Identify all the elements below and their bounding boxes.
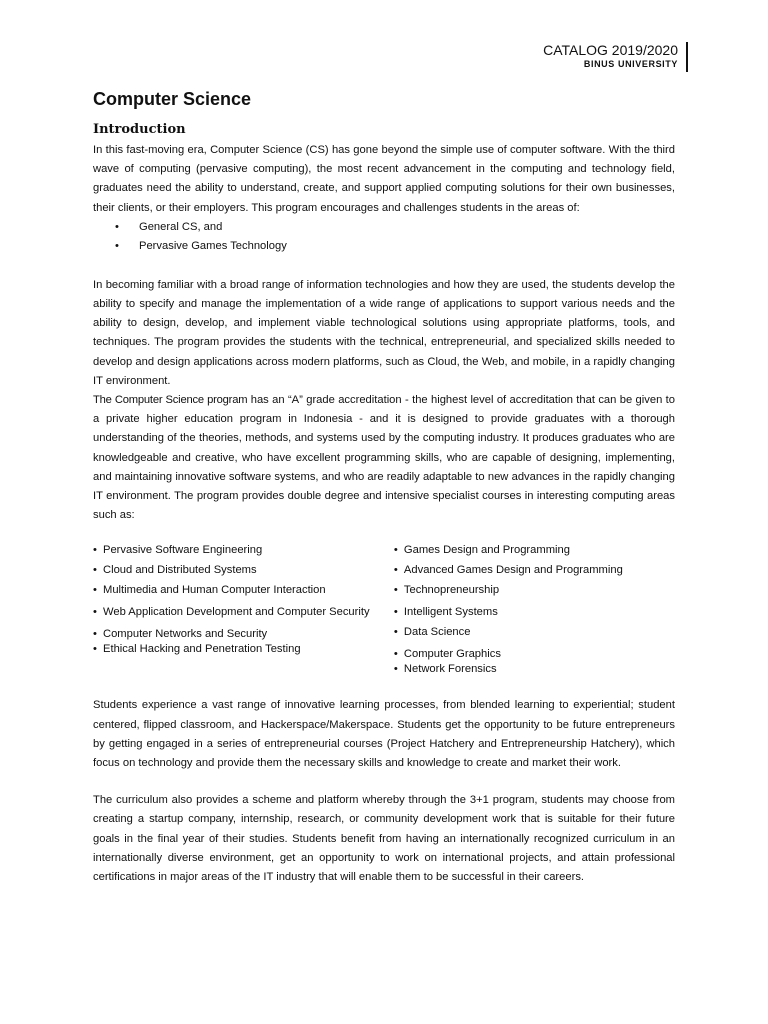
bullet-icon: • — [115, 220, 119, 233]
bullet-icon: • — [115, 240, 119, 253]
list-item: • Web Application Development and Computer Security — [93, 606, 370, 619]
list-item: • Multimedia and Human Computer Interaction — [93, 584, 326, 597]
list-item: • Pervasive Software Engineering — [93, 544, 263, 557]
list-item: • Pervasive Games Technology — [115, 237, 675, 257]
paragraph-lead-text: The Computer Science program — [93, 394, 248, 407]
paragraph-learning: Students experience a vast range of innovative learning processes, from blended learning to experiential; student centered, flipped classroom, and Hackerspace/Makerspace. Students get the opportunity to be future entrepreneurs by getting engaged in a series of entrepreneurial courses (Project Hatchery and Entrepreneurship Hatchery), which focus on technology and provide them the necessary skills and knowledge to create and market their work. — [93, 699, 675, 770]
intro-paragraph-3 — [93, 391, 675, 525]
list-item: • Technopreneurship — [393, 584, 500, 597]
areas-right-column — [384, 543, 675, 677]
bullet-icon: • — [93, 628, 97, 641]
spacer — [93, 773, 675, 791]
list-item: • Intelligent Systems — [393, 606, 498, 619]
list-item: • Games Design and Programming — [393, 544, 570, 557]
spacer — [93, 257, 675, 276]
bullet-icon: • — [93, 606, 97, 619]
intro-paragraph-1: In this fast-moving era, Computer Science (CS) has gone beyond the simple use of computer software. With the third wave of computing (pervasive computing), the most recent advancement in the computing and technology field, graduates need the ability to understand, create, and support applied computing solutions for their own businesses, their clients, or their employers. This program encourages and challenges students in the areas of: — [93, 144, 675, 214]
list-item: • Cloud and Distributed Systems — [93, 564, 257, 577]
document-body — [93, 86, 675, 887]
catalog-label: CATALOG 2019/2020 — [543, 42, 678, 58]
page-title: Computer Science — [93, 89, 252, 109]
computing-areas-list — [93, 543, 675, 677]
bullet-icon: • — [393, 606, 398, 619]
university-name: BINUS UNIVERSITY — [583, 59, 678, 69]
bullet-icon: • — [393, 663, 398, 676]
list-item: • Data Science — [393, 626, 471, 639]
paragraph-curriculum: The curriculum also provides a scheme and platform whereby through the 3+1 program, students may choose from creating a startup company, internship, research, or community development work that is suitable for their future goals in the final year of their studies. Students benefit from having an internationally recognized curriculum in an internationally diverse environment, get an opportunity to work on international projects, and attain professional certifications in major areas of the IT industry that will enable them to be successful in their careers. — [93, 794, 675, 884]
bullet-icon: • — [93, 643, 97, 656]
bullet-icon: • — [393, 584, 398, 597]
spacer — [93, 677, 675, 696]
bullet-icon: • — [393, 626, 398, 639]
bullet-icon: • — [93, 584, 97, 597]
list-item: • Computer Networks and Security — [93, 628, 268, 641]
intro-bullet-list — [93, 218, 675, 257]
list-item: • Network Forensics — [393, 663, 497, 676]
intro-paragraph-2: In becoming familiar with a broad range of information technologies and how they are used, the students develop the ability to specify and manage the implementation of a wide range of applications to support various needs and the ability to design, develop, and implement viable technological solutions using appropriate platforms, tools, and techniques. The program provides the students with the technical, entrepreneurial, and specialized skills needed to develop and design applications across modern platforms, such as Cloud, the Web, and mobile, in a rapidly changing IT environment. — [93, 278, 675, 387]
section-heading-introduction: Introduction — [93, 122, 186, 137]
list-item: • Ethical Hacking and Penetration Testing — [93, 643, 301, 656]
areas-left-column — [93, 543, 384, 677]
paragraph-body-text: has an “A” grade accreditation - the highest level of accreditation that can be given to a private higher education program in Indonesia - and it is designed to provide graduates with a thorough understanding of the theories, methods, and systems used by the computing industry. It produces graduates who are knowledgeable and creative, who have excellent programming skills, who are capable of designing, implementing, and maintaining innovative software systems, and who are readily adaptable to new advances in the rapidly changing IT environment. The program provides double degree and intensive specialist courses in interesting computing areas such as: — [93, 394, 675, 522]
bullet-icon: • — [93, 544, 97, 557]
bullet-icon: • — [93, 564, 97, 577]
catalog-header — [543, 42, 688, 72]
list-item: • General CS, and — [115, 218, 675, 238]
bullet-icon: • — [393, 544, 398, 557]
list-item: • Computer Graphics — [393, 648, 501, 661]
bullet-icon: • — [393, 648, 398, 661]
bullet-icon: • — [393, 564, 398, 577]
list-item: • Advanced Games Design and Programming — [393, 564, 623, 577]
